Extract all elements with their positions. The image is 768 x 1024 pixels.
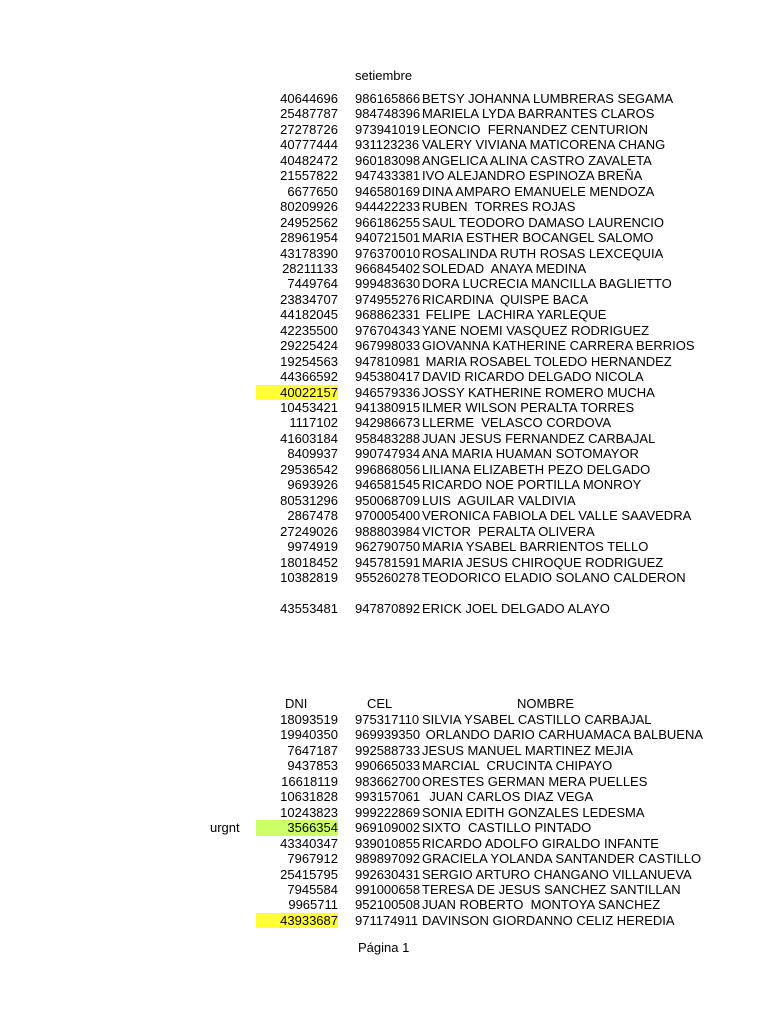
cell-cel: 976704343 [355,322,421,338]
table-row [0,882,768,898]
cell-nombre: RICARDINA QUISPE BACA [422,291,589,307]
cell-nombre: LEONCIO FERNANDEZ CENTURION [422,121,649,137]
cell-nombre: ANA MARIA HUAMAN SOTOMAYOR [422,446,639,462]
cell-dni: 7945584 [287,881,338,897]
cell-nombre: IVO ALEJANDRO ESPINOZA BREÑA [422,168,643,184]
cell-cel: 947433381 [355,168,421,184]
cell-dni: 10382819 [280,569,338,585]
cell-cel: 950068709 [355,492,421,508]
header-nombre: NOMBRE [517,696,575,711]
table-row [0,323,768,339]
cell-cel: 946581545 [355,477,421,493]
header-dni: DNI [285,696,308,711]
cell-cel: 969109002 [355,820,421,836]
cell-nombre: ROSALINDA RUTH ROSAS LEXCEQUIA [422,245,664,261]
cell-cel: 996868056 [355,461,421,477]
cell-nombre: JUAN JESUS FERNANDEZ CARBAJAL [422,430,656,446]
cell-nombre: VERONICA FABIOLA DEL VALLE SAAVEDRA [422,508,692,524]
cell-nombre: DAVID RICARDO DELGADO NICOLA [422,369,644,385]
cell-cel: 955260278 [355,569,421,585]
cell-nombre: MARIA YSABEL BARRIENTOS TELLO [422,539,649,555]
cell-dni: 9974919 [287,539,338,555]
cell-dni: 18093519 [280,712,338,727]
cell-cel: 962790750 [355,539,421,555]
cell-cel: 946580169 [355,183,421,199]
cell-dni: 7449764 [287,276,338,292]
table-row [0,743,768,759]
table-row [0,477,768,493]
cell-nombre: RICARDO NOE PORTILLA MONROY [422,477,642,493]
cell-dni: 43553481 [280,600,338,616]
page-number: Página 1 [358,940,410,955]
table-row [0,727,768,743]
cell-dni: 43933687 [256,913,338,929]
cell-cel: 975317110 [355,712,420,727]
cell-dni: 40482472 [280,152,338,168]
cell-cel: 941380915 [355,400,421,415]
cell-cel: 960183098 [355,152,421,168]
table-row [0,431,768,447]
table-row [0,106,768,122]
cell-cel: 966186255 [355,214,421,230]
table-row [0,307,768,323]
table-row [0,712,768,728]
cell-nombre: JESUS MANUEL MARTINEZ MEJIA [422,742,633,758]
cell-nombre: GRACIELA YOLANDA SANTANDER CASTILLO [422,851,702,867]
cell-cel: 966845402 [355,260,421,276]
cell-nombre: MARIA ROSABEL TOLEDO HERNANDEZ [422,353,672,369]
cell-nombre: VALERY VIVIANA MATICORENA CHANG [422,137,666,153]
cell-dni: 25415795 [280,866,338,882]
cell-cel: 974955276 [355,291,421,307]
cell-cel: 986165866 [355,91,421,106]
cell-nombre: DAVINSON GIORDANNO CELIZ HEREDIA [422,912,675,928]
section-title: setiembre [355,68,413,83]
cell-dni: 10453421 [280,400,338,415]
table-row [0,867,768,883]
cell-cel: 988803984 [355,523,421,539]
table-row [0,354,768,370]
cell-cel: 945380417 [355,369,421,385]
cell-dni: 23834707 [280,291,338,307]
cell-dni: 40777444 [280,137,338,153]
cell-cel: 992630431 [355,866,421,882]
cell-cel: 990747934 [355,446,421,462]
table-row [0,524,768,540]
cell-dni: 40644696 [280,91,338,106]
cell-dni: 43178390 [280,245,338,261]
cell-dni: 24952562 [280,214,338,230]
cell-nombre: DINA AMPARO EMANUELE MENDOZA [422,183,655,199]
cell-dni: 80531296 [280,492,338,508]
cell-nombre: JOSSY KATHERINE ROMERO MUCHA [422,384,655,400]
table-row [0,137,768,153]
table-row [0,415,768,431]
cell-dni: 9693926 [287,477,338,493]
table-row [0,276,768,292]
table-row [0,91,768,107]
cell-nombre: RUBEN TORRES ROJAS [422,199,576,215]
table-row [0,758,768,774]
cell-dni: 9437853 [287,758,338,774]
cell-cel: 968862331 [355,307,421,323]
cell-cel: 973941019 [355,121,421,137]
cell-dni: 42235500 [280,322,338,338]
cell-nombre: MARIELA LYDA BARRANTES CLAROS [422,106,655,122]
cell-cel: 940721501 [355,230,421,246]
cell-dni: 3566354 [256,820,338,836]
table-row [0,122,768,138]
cell-dni: 27249026 [280,523,338,539]
table-row [0,508,768,524]
cell-cel: 970005400 [355,508,421,524]
cell-dni: 19254563 [280,353,338,369]
cell-cel: 952100508 [355,897,421,913]
table-row [0,230,768,246]
cell-nombre: ANGELICA ALINA CASTRO ZAVALETA [422,152,652,168]
cell-nombre: MARIA ESTHER BOCANGEL SALOMO [422,230,654,246]
table-row [0,820,768,836]
cell-dni: 18018452 [280,554,338,570]
table-row [0,369,768,385]
cell-cel: 983662700 [355,773,421,789]
table-row [0,168,768,184]
cell-nombre: ORESTES GERMAN MERA PUELLES [422,773,648,789]
cell-nombre: ILMER WILSON PERALTA TORRES [422,400,635,415]
cell-dni: 2867478 [287,508,338,524]
cell-dni: 29536542 [280,461,338,477]
table-row [0,215,768,231]
table-row [0,400,768,416]
cell-dni: 7967912 [287,851,338,867]
table-row [0,153,768,169]
cell-nombre: SIXTO CASTILLO PINTADO [422,820,592,836]
table-row [0,199,768,215]
cell-nombre: LUIS AGUILAR VALDIVIA [422,492,576,508]
cell-dni: 1117102 [289,415,338,431]
cell-dni: 10631828 [280,789,338,805]
cell-dni: 19940350 [280,727,338,743]
cell-nombre: ERICK JOEL DELGADO ALAYO [422,600,610,616]
cell-nombre: SILVIA YSABEL CASTILLO CARBAJAL [422,712,652,727]
cell-dni: 8409937 [287,446,338,462]
cell-cel: 947810981 [355,353,421,369]
table-row [0,246,768,262]
cell-nombre: FELIPE LACHIRA YARLEQUE [422,307,607,323]
cell-dni: 44366592 [280,369,338,385]
cell-nombre: SAUL TEODORO DAMASO LAURENCIO [422,214,664,230]
cell-nombre: LILIANA ELIZABETH PEZO DELGADO [422,461,651,477]
cell-cel: 976370010 [355,245,421,261]
table-row [0,851,768,867]
cell-dni: 28961954 [280,230,338,246]
table-row [0,462,768,478]
cell-cel: 989897092 [355,851,421,867]
table-row [0,913,768,929]
cell-cel: 992588733 [355,742,421,758]
cell-nombre: JUAN ROBERTO MONTOYA SANCHEZ [422,897,661,913]
table-row [0,292,768,308]
cell-cel: 984748396 [355,106,421,122]
table-row [0,261,768,277]
table-row [0,774,768,790]
cell-dni: 21557822 [280,168,338,184]
cell-cel: 969939350 [355,727,421,743]
cell-dni: 43340347 [280,835,338,851]
cell-nombre: YANE NOEMI VASQUEZ RODRIGUEZ [422,322,650,338]
cell-nombre: TERESA DE JESUS SANCHEZ SANTILLAN [422,881,681,897]
cell-dni: 28211133 [282,260,338,276]
cell-cel: 947870892 [355,600,421,616]
cell-nombre: SONIA EDITH GONZALES LEDESMA [422,804,645,820]
cell-dni: 10243823 [280,804,338,820]
cell-cel: 946579336 [355,384,421,400]
table-row [0,555,768,571]
cell-cel: 967998033 [355,338,421,354]
cell-nombre: DORA LUCRECIA MANCILLA BAGLIETTO [422,276,672,292]
cell-nombre: SOLEDAD ANAYA MEDINA [422,260,587,276]
cell-nombre: TEODORICO ELADIO SOLANO CALDERON [422,569,686,585]
cell-cel: 942986673 [355,415,421,431]
cell-dni: 80209926 [280,199,338,215]
cell-cel: 999483630 [355,276,421,292]
cell-nombre: BETSY JOHANNA LUMBRERAS SEGAMA [422,91,674,106]
cell-cel: 931123236 [355,137,420,153]
table-row [0,789,768,805]
cell-dni: 27278726 [280,121,338,137]
cell-cel: 971174911 [355,912,419,928]
table-row [0,836,768,852]
cell-nombre: VICTOR PERALTA OLIVERA [422,523,595,539]
cell-dni: 25487787 [280,106,338,122]
cell-dni: 16618119 [281,773,338,789]
cell-cel: 999222869 [355,804,421,820]
table-row [0,184,768,200]
header-cel: CEL [367,696,393,711]
cell-nombre: MARCIAL CRUCINTA CHIPAYO [422,758,613,774]
cell-nombre: GIOVANNA KATHERINE CARRERA BERRIOS [422,338,695,354]
cell-cel: 945781591 [355,554,421,570]
table-row [0,338,768,354]
cell-nombre: SERGIO ARTURO CHANGANO VILLANUEVA [422,866,692,882]
cell-dni: 40022157 [256,385,338,401]
cell-nombre: JUAN CARLOS DIAZ VEGA [422,789,594,805]
cell-cel: 944422233 [355,199,421,215]
cell-cel: 990665033 [355,758,421,774]
row-note: urgnt [210,820,240,836]
cell-cel: 958483288 [355,430,421,446]
table-row [0,570,768,586]
table-row [0,897,768,913]
table-row [0,385,768,401]
cell-dni: 9965711 [288,897,338,913]
cell-nombre: RICARDO ADOLFO GIRALDO INFANTE [422,835,659,851]
cell-cel: 939010855 [355,835,421,851]
cell-dni: 29225424 [280,338,338,354]
cell-nombre: LLERME VELASCO CORDOVA [422,415,612,431]
table-row [0,493,768,509]
cell-dni: 41603184 [280,430,338,446]
table-row [0,601,768,617]
cell-nombre: MARIA JESUS CHIROQUE RODRIGUEZ [422,554,664,570]
cell-cel: 991000658 [355,881,421,897]
table-row [0,446,768,462]
table-row [0,539,768,555]
cell-dni: 7647187 [287,742,338,758]
table-row [0,805,768,821]
cell-cel: 993157061 [355,789,421,805]
cell-nombre: ORLANDO DARIO CARHUAMACA BALBUENA [422,727,704,743]
cell-dni: 6677650 [287,183,338,199]
cell-dni: 44182045 [280,307,338,323]
